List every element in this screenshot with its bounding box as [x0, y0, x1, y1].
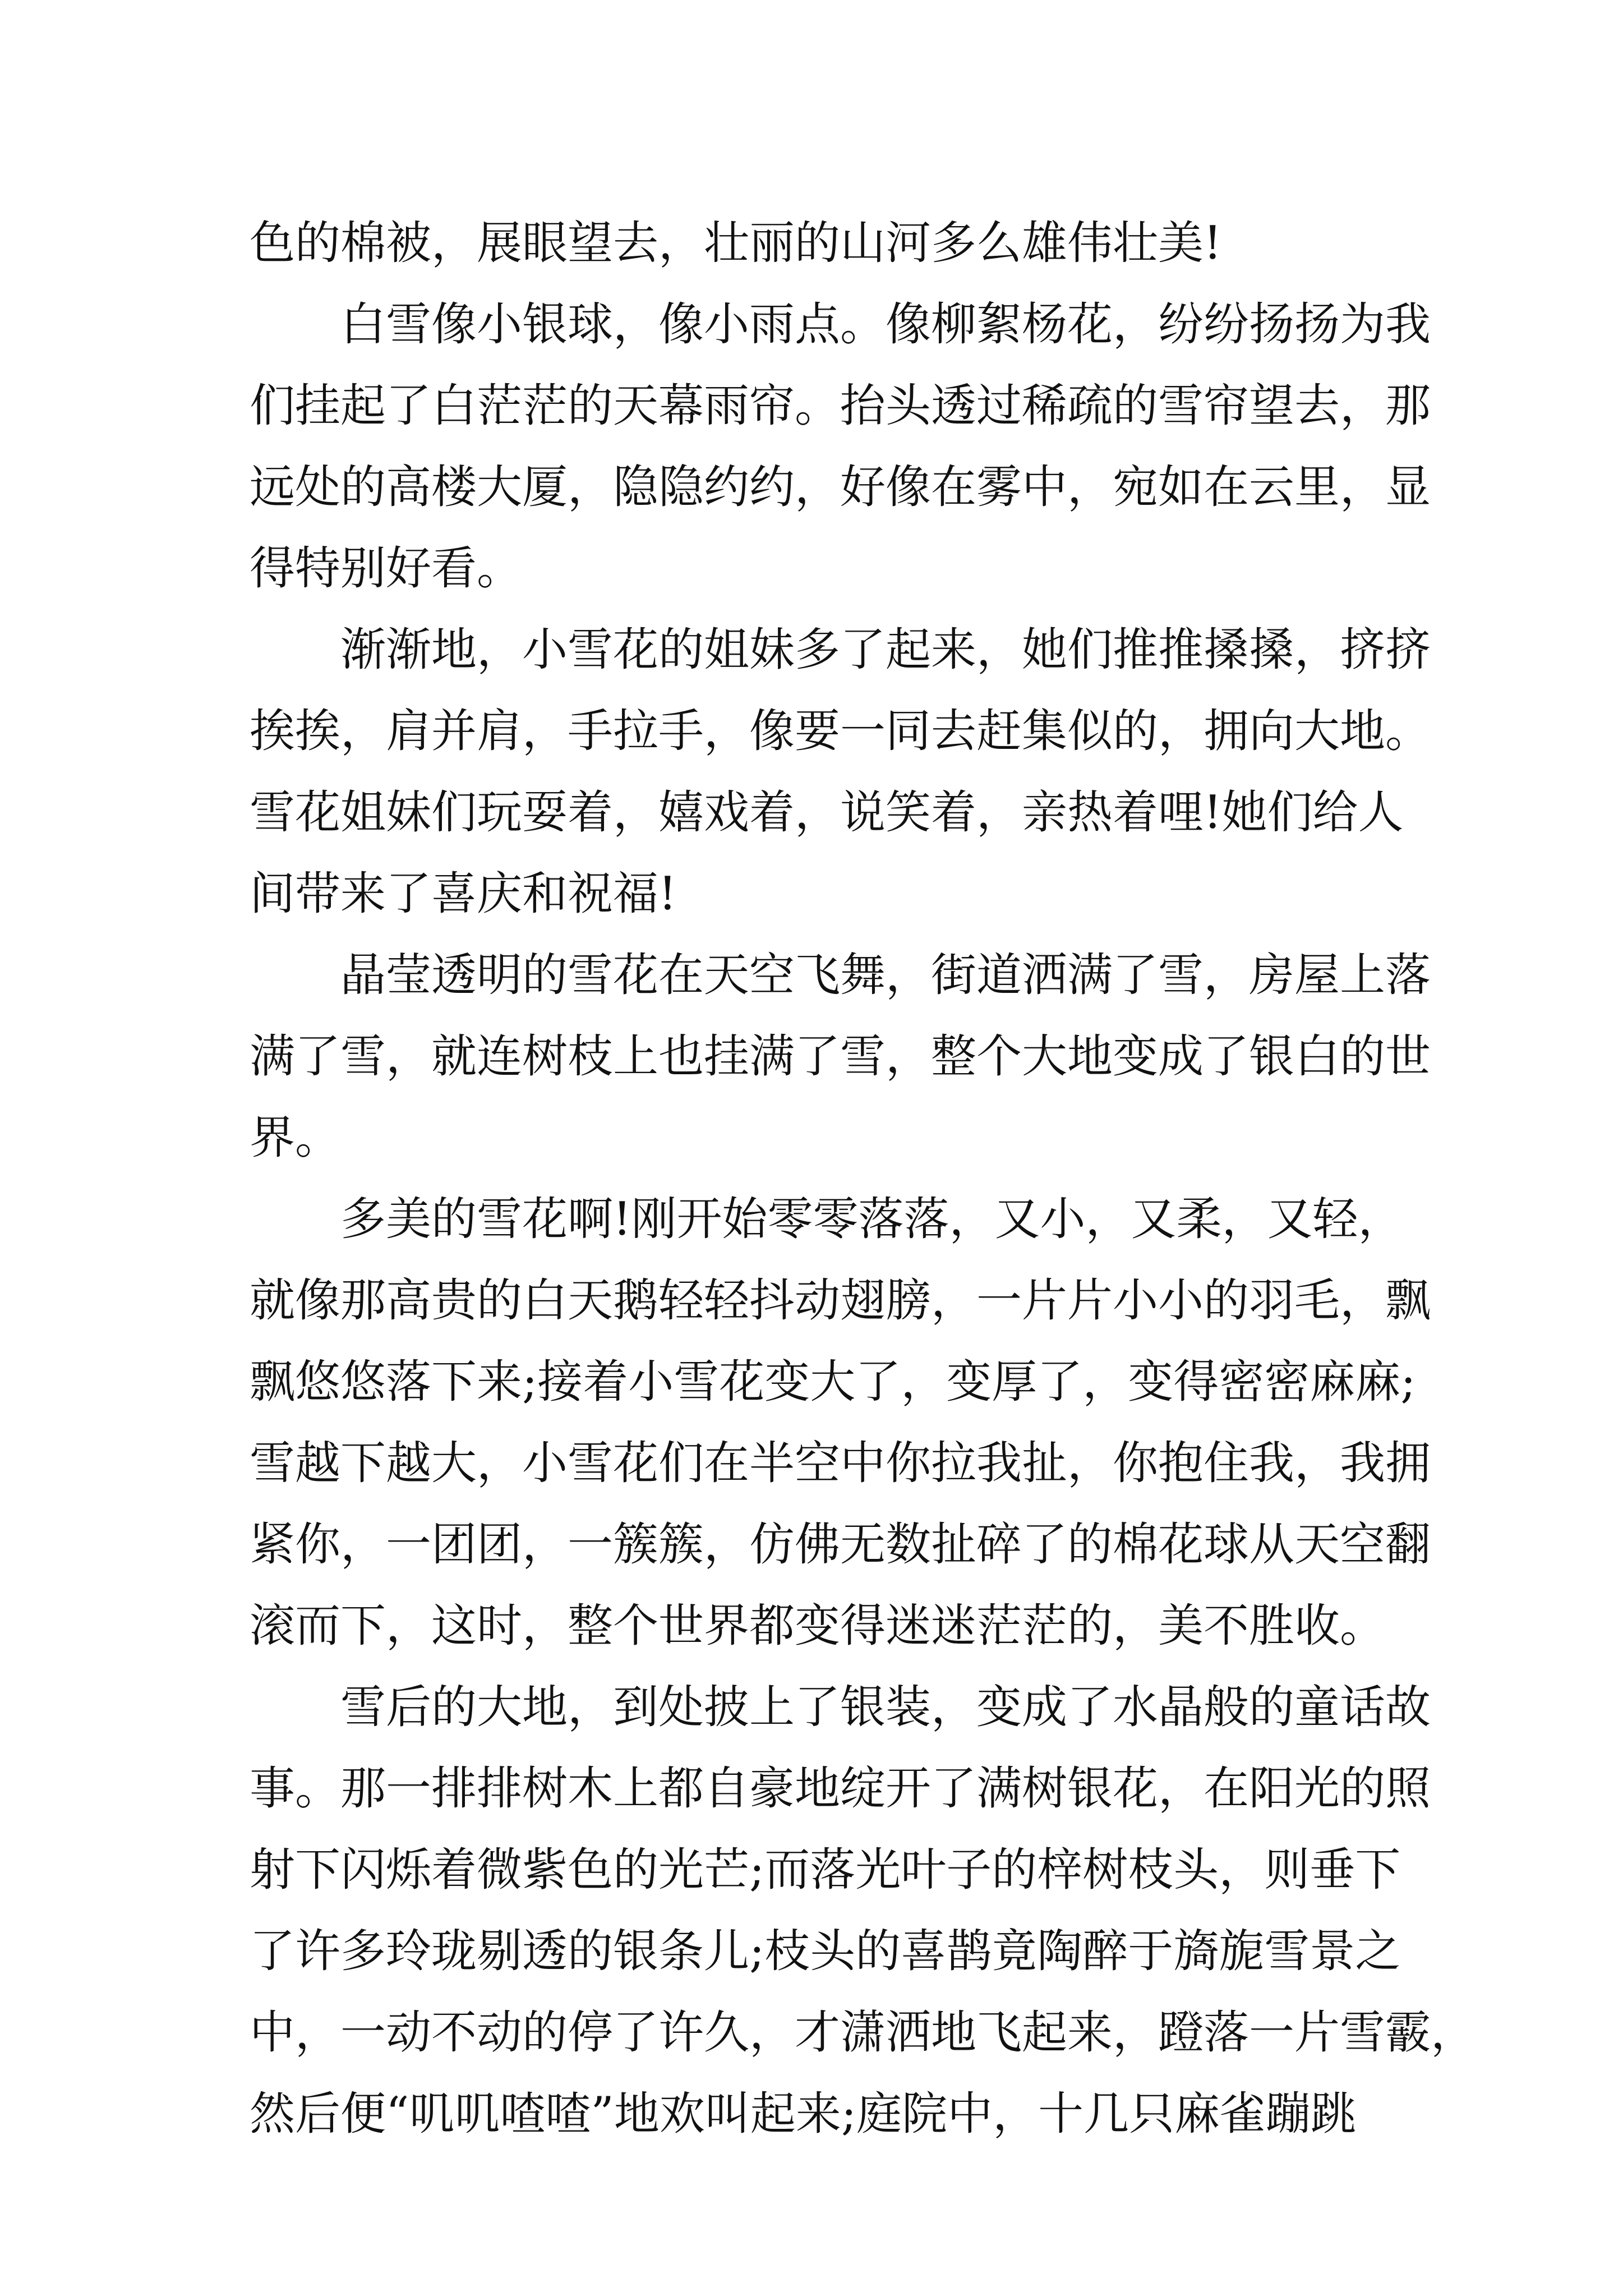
text-line: 滚而下，这时，整个世界都变得迷迷茫茫的，美不胜收。 — [250, 1600, 1386, 1653]
text-line: 就像那高贵的白天鹅轻轻抖动翅膀，一片片小小的羽毛，飘 — [250, 1274, 1431, 1327]
text-line: 远处的高楼大厦，隐隐约约，好像在雾中，宛如在云里，显 — [250, 461, 1431, 514]
text-line: 挨挨，肩并肩，手拉手，像要一同去赶集似的，拥向大地。 — [250, 705, 1431, 758]
text-line: 了许多玲珑剔透的银条儿;枝头的喜鹊竟陶醉于旖旎雪景之 — [250, 1925, 1401, 1978]
text-line: 飘悠悠落下来;接着小雪花变大了，变厚了，变得密密麻麻; — [250, 1356, 1416, 1409]
text-line: 事。那一排排树木上都自豪地绽开了满树银花，在阳光的照 — [250, 1763, 1431, 1815]
paragraph-first-line: 渐渐地，小雪花的姐妹多了起来，她们推推搡搡，挤挤 — [340, 624, 1431, 677]
text-line: 然后便“叽叽喳喳”地欢叫起来;庭院中，十几只麻雀蹦跳 — [250, 2088, 1357, 2141]
paragraph-first-line: 晶莹透明的雪花在天空飞舞，街道洒满了雪，房屋上落 — [340, 949, 1431, 1002]
text-line: 射下闪烁着微紫色的光芒;而落光叶子的梓树枝头，则垂下 — [250, 1844, 1401, 1897]
text-line: 满了雪，就连树枝上也挂满了雪，整个大地变成了银白的世 — [250, 1030, 1431, 1083]
text-line: 得特别好看。 — [250, 542, 523, 595]
text-line: 们挂起了白茫茫的天幕雨帘。抬头透过稀疏的雪帘望去，那 — [250, 380, 1431, 432]
text-line: 界。 — [250, 1112, 341, 1165]
text-line: 间带来了喜庆和祝福! — [250, 868, 677, 921]
text-line: 雪越下越大，小雪花们在半空中你拉我扯，你抱住我，我拥 — [250, 1437, 1431, 1490]
document-body — [250, 203, 1477, 2155]
text-line: 紧你，一团团，一簇簇，仿佛无数扯碎了的棉花球从天空翻 — [250, 1519, 1431, 1571]
paragraph-first-line: 白雪像小银球，像小雨点。像柳絮杨花，纷纷扬扬为我 — [340, 298, 1431, 351]
text-line: 中，一动不动的停了许久，才潇洒地飞起来，蹬落一片雪霰， — [250, 2007, 1477, 2059]
text-line: 雪花姐妹们玩耍着，嬉戏着，说笑着，亲热着哩!她们给人 — [250, 786, 1404, 839]
paragraph-first-line: 雪后的大地，到处披上了银装，变成了水晶般的童话故 — [340, 1681, 1431, 1734]
paragraph-first-line: 多美的雪花啊!刚开始零零落落，又小，又柔，又轻， — [340, 1193, 1404, 1246]
text-line: 色的棉被，展眼望去，壮丽的山河多么雄伟壮美! — [250, 217, 1222, 270]
